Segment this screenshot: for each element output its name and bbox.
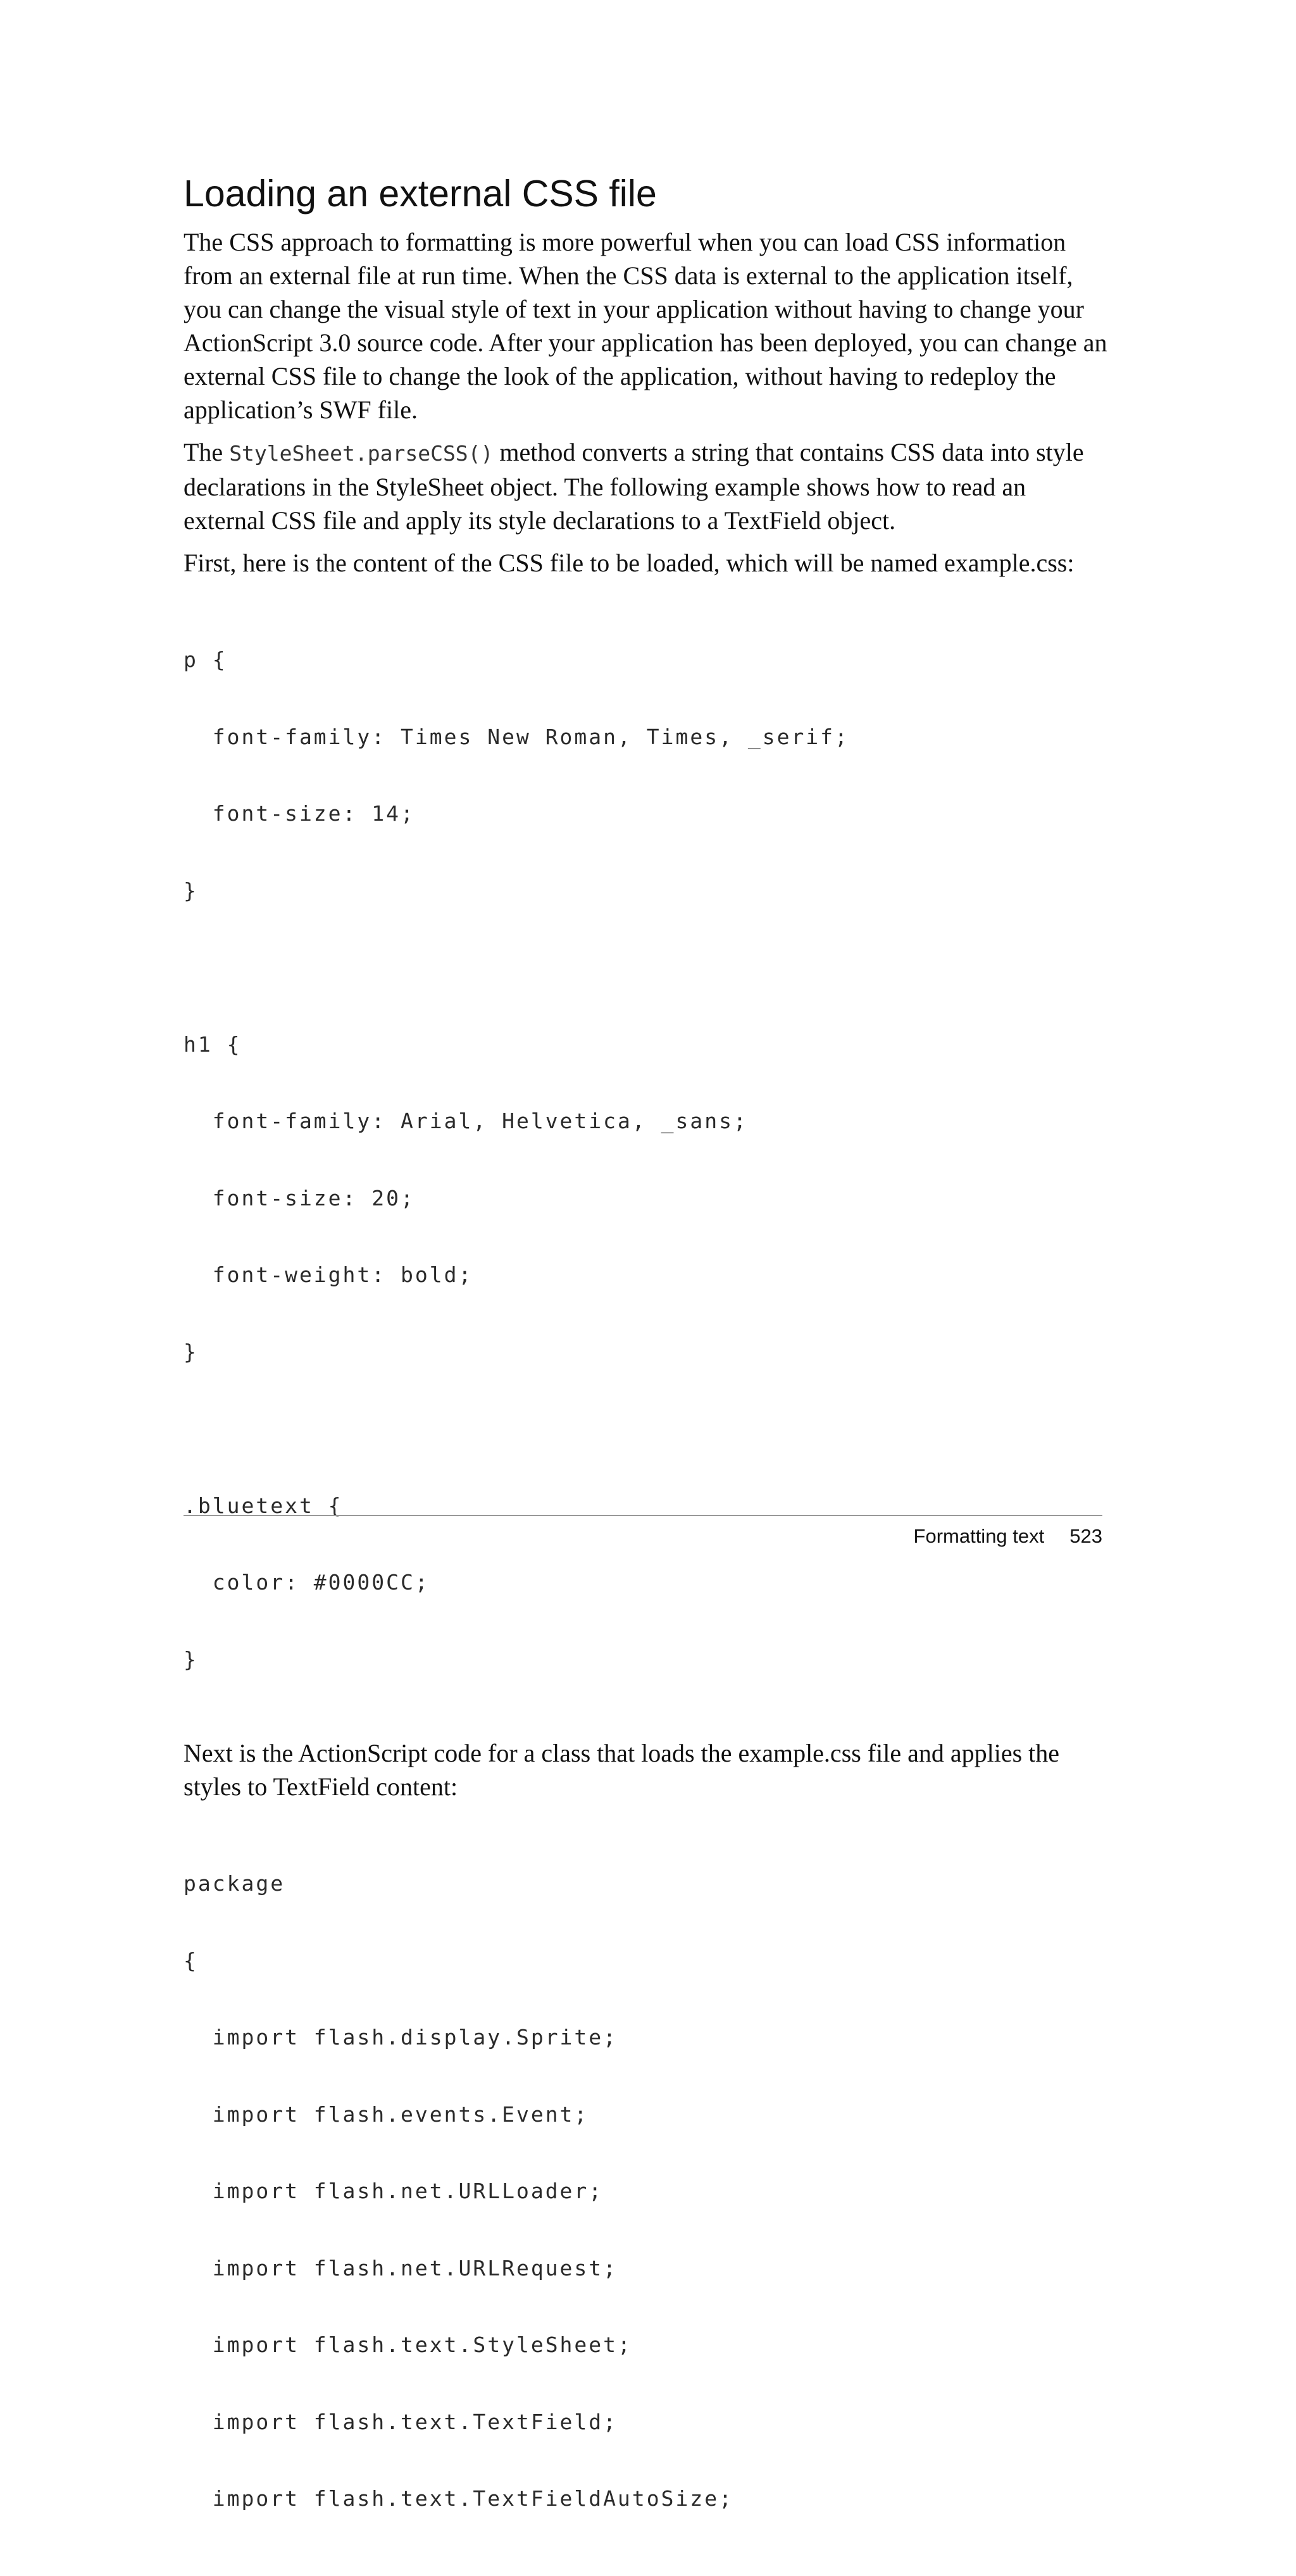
code-line xyxy=(184,1416,1107,1442)
code-line xyxy=(184,955,1107,981)
code-line: } xyxy=(184,1339,198,1364)
page-content xyxy=(184,171,1107,2576)
page-number: 523 xyxy=(1069,1525,1102,1547)
code-line: import flash.display.Sprite; xyxy=(184,2025,618,2050)
code-line: package xyxy=(184,1871,285,1896)
code-line: import flash.text.TextField; xyxy=(184,2409,618,2434)
code-line: font-weight: bold; xyxy=(184,1262,473,1287)
code-line: { xyxy=(184,1948,198,1973)
css-intro-paragraph: First, here is the content of the CSS file to be loaded, which will be named example.css: xyxy=(184,549,1075,577)
intro-paragraph: The CSS approach to formatting is more powerful when you can load CSS information from an external file at run time. When the CSS data is external to the application itself, you can change the visual style of text in your application without having to change your ActionScript 3.0 source code. After your application has been deployed, you can change an external CSS file to change the look of the application, without having to redeploy the application’s SWF file. xyxy=(184,228,1107,424)
footer-section-title: Formatting text xyxy=(913,1525,1045,1547)
code-line: font-size: 20; xyxy=(184,1185,415,1210)
code-line: .bluetext { xyxy=(184,1493,343,1518)
code-line: font-size: 14; xyxy=(184,801,415,826)
code-line: font-family: Times New Roman, Times, _serif; xyxy=(184,724,849,749)
parsecss-text-pre: The xyxy=(184,438,230,466)
page-footer xyxy=(914,1525,1102,1548)
code-line: } xyxy=(184,878,198,903)
css-code-block xyxy=(184,596,1107,1724)
actionscript-intro-paragraph: Next is the ActionScript code for a class that loads the example.css file and applies the styles to TextField content: xyxy=(184,1739,1060,1801)
page-title: Loading an external CSS file xyxy=(184,173,657,215)
code-line: import flash.events.Event; xyxy=(184,2101,589,2127)
code-line: } xyxy=(184,1646,198,1672)
footer-divider xyxy=(184,1515,1102,1516)
actionscript-code-block xyxy=(184,1820,1107,2563)
code-line: import flash.text.StyleSheet; xyxy=(184,2332,632,2357)
code-line: import flash.net.URLRequest; xyxy=(184,2255,618,2280)
code-line: color: #0000CC; xyxy=(184,1570,430,1595)
code-line: h1 { xyxy=(184,1031,242,1057)
parsecss-inline-code: StyleSheet.parseCSS() xyxy=(229,441,494,466)
code-line: import flash.text.TextFieldAutoSize; xyxy=(184,2486,733,2511)
parsecss-text-post: method converts a string that contains CSS data into style declarations in the StyleSheet object. The following example shows how to read an external CSS file and apply its style declarations to a TextField object. xyxy=(184,438,1084,535)
code-line: p { xyxy=(184,647,227,672)
code-line: import flash.net.URLLoader; xyxy=(184,2179,604,2203)
code-line: font-family: Arial, Helvetica, _sans; xyxy=(184,1109,748,1133)
parsecss-paragraph xyxy=(184,435,1107,537)
